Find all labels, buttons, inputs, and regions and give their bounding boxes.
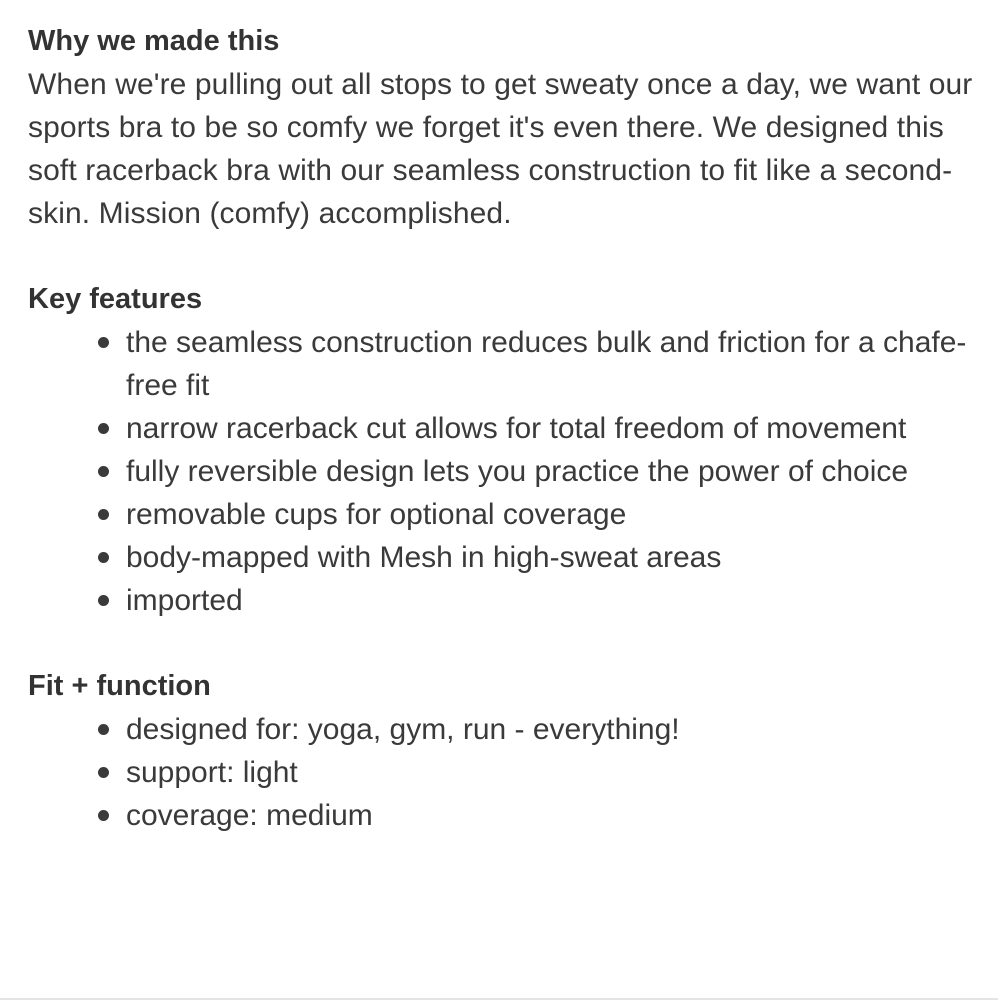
section-heading-fit-function: Fit + function xyxy=(28,670,211,702)
section-heading-why: Why we made this xyxy=(28,25,280,57)
section-heading-key-features: Key features xyxy=(28,283,203,315)
list-item-text: fully reversible design lets you practice the power of choice xyxy=(126,455,909,488)
list-item-text: support: light xyxy=(126,756,298,789)
list-item-text: narrow racerback cut allows for total freedom of movement xyxy=(126,412,907,445)
bullet-icon xyxy=(98,509,109,520)
list-item-text: imported xyxy=(126,584,243,617)
bullet-icon xyxy=(98,423,109,434)
spacer xyxy=(28,622,978,665)
spacer xyxy=(28,235,978,278)
bullet-icon xyxy=(98,595,109,606)
product-description xyxy=(28,20,978,837)
list-item xyxy=(126,794,978,837)
list-item xyxy=(126,708,978,751)
list-item xyxy=(126,493,978,536)
bullet-icon xyxy=(98,466,109,477)
list-item-text: removable cups for optional coverage xyxy=(126,498,627,531)
bullet-icon xyxy=(98,337,109,348)
list-item xyxy=(126,321,978,407)
list-item-text: coverage: medium xyxy=(126,799,373,832)
list-item xyxy=(126,407,978,450)
why-paragraph: When we're pulling out all stops to get sweaty once a day, we want our sports bra to be so comfy we forget it's even there. We designed this soft racerback bra with our seamless construction to fit like a second-skin. Mission (comfy) accomplished. xyxy=(28,68,973,230)
list-item xyxy=(126,579,978,622)
list-item-text: the seamless construction reduces bulk and friction for a chafe-free fit xyxy=(126,326,967,402)
list-item xyxy=(126,450,978,493)
list-item-text: designed for: yoga, gym, run - everything! xyxy=(126,713,680,746)
key-features-list xyxy=(28,321,978,622)
bullet-icon xyxy=(98,810,109,821)
bullet-icon xyxy=(98,767,109,778)
bullet-icon xyxy=(98,552,109,563)
bullet-icon xyxy=(98,724,109,735)
list-item xyxy=(126,536,978,579)
fit-function-list xyxy=(28,708,978,837)
list-item xyxy=(126,751,978,794)
list-item-text: body-mapped with Mesh in high-sweat areas xyxy=(126,541,722,574)
